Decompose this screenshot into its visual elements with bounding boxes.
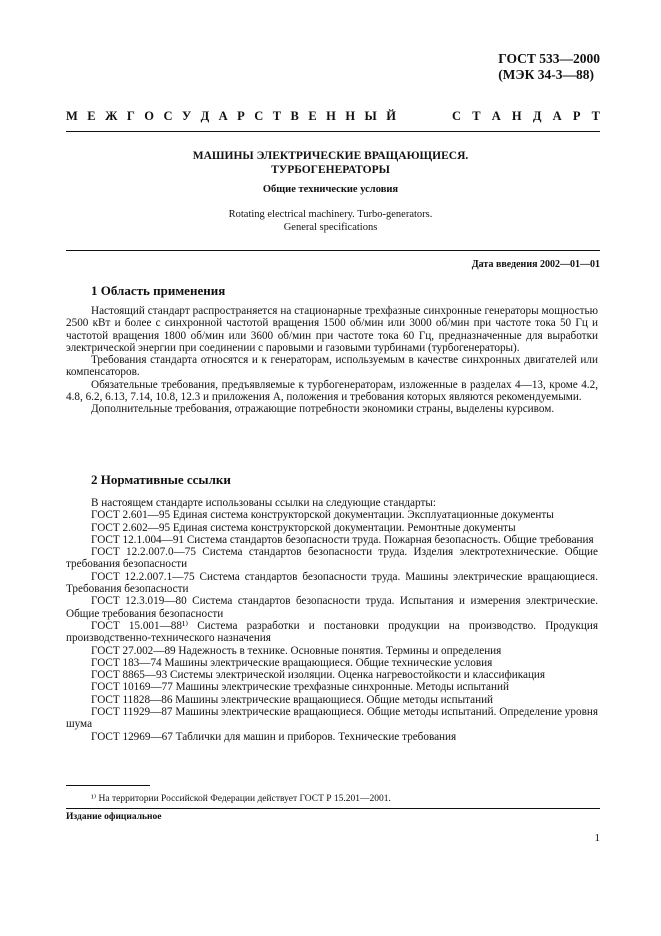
reference-item: ГОСТ 12.2.007.0—75 Система стандартов безопасности труда. Изделия электротехнические. Общие требования безопасности <box>66 546 598 571</box>
gost-number: ГОСТ 533—2000 <box>498 51 600 66</box>
banner-letter: У <box>181 109 192 123</box>
section-2-heading: 2 Нормативные ссылки <box>91 472 231 487</box>
reference-item: ГОСТ 11828—86 Машины электрические вращающиеся. Общие методы испытаний <box>91 693 494 706</box>
banner-rule <box>66 131 600 132</box>
document-number <box>498 51 600 83</box>
banner-letter: Е <box>87 109 96 123</box>
document-subtitle: Общие технические условия <box>262 184 399 195</box>
banner-letter: Ы <box>364 109 377 123</box>
footnote-rule <box>66 785 150 786</box>
reference-item: ГОСТ 8865—93 Системы электрической изоляции. Оценка нагревостойкости и классификация <box>91 669 546 682</box>
reference-item: ГОСТ 11929—87 Машины электрические вращающиеся. Общие методы испытаний. Определение уровня шума <box>66 706 598 731</box>
page-number: 1 <box>594 832 600 844</box>
banner-letter: Р <box>572 109 581 123</box>
document-title <box>0 149 661 177</box>
section-1-paragraph-2: Требования стандарта относятся и к генераторам, используемым в качестве синхронных двигателей или компенсаторов. <box>66 354 598 379</box>
banner-letter: Е <box>308 109 317 123</box>
banner-letter: Н <box>511 109 522 123</box>
english-title <box>0 208 661 234</box>
title-line-1: МАШИНЫ ЭЛЕКТРИЧЕСКИЕ ВРАЩАЮЩИЕСЯ. <box>192 150 469 162</box>
banner-letter: С <box>254 109 264 123</box>
reference-item: ГОСТ 2.601—95 Единая система конструкторской документации. Эксплуатационные документы <box>91 509 554 522</box>
banner-letter: О <box>144 109 155 123</box>
english-title-line-1: Rotating electrical machinery. Turbo-generators. <box>228 209 433 220</box>
title-line-2: ТУРБОГЕНЕРАТОРЫ <box>271 164 390 176</box>
section-1-paragraph-1: Настоящий стандарт распространяется на стационарные трехфазные синхронные генераторы мощностью 2500 кВт и более с синхронной частотой вращения 1500 об/мин или 3000 об/мин при частоте тока 50 Гц и частотой вращения 1800 об/мин или 3600 об/мин при частоте тока 60 Гц, предназначенные для выработки электрической энергии при соединении с паровыми и газовыми турбинами (турбогенераторы). <box>66 305 598 354</box>
banner-word-standard <box>452 109 600 124</box>
section-2-intro: В настоящем стандарте использованы ссылки на следующие стандарты: <box>91 497 436 509</box>
reference-item: ГОСТ 183—74 Машины электрические вращающиеся. Общие технические условия <box>91 656 493 669</box>
banner-letter: С <box>163 109 173 123</box>
banner-letter: Ж <box>105 109 118 123</box>
banner-letter: Т <box>591 109 600 123</box>
section-1-paragraph-4: Дополнительные требования, отражающие потребности экономики страны, выделены курсивом. <box>91 403 555 416</box>
reference-item: ГОСТ 27.002—89 Надежность в технике. Основные понятия. Термины и определения <box>91 644 502 657</box>
reference-item: ГОСТ 12.2.007.1—75 Система стандартов безопасности труда. Машины электрические вращающиеся. Требования безопасности <box>66 570 598 596</box>
banner-letter: Р <box>237 109 245 123</box>
footnote: ¹⁾ На территории Российской Федерации действует ГОСТ Р 15.201—2001. <box>91 794 391 804</box>
banner-letter: Д <box>200 109 210 123</box>
reference-item: ГОСТ 10169—77 Машины электрические трехфазные синхронные. Методы испытаний <box>91 681 509 694</box>
title-rule <box>66 250 600 251</box>
reference-list <box>66 509 598 743</box>
reference-item: ГОСТ 2.602—95 Единая система конструкторской документации. Ремонтные документы <box>91 521 516 534</box>
interstate-standard-banner <box>66 109 600 124</box>
banner-letter: Г <box>126 109 135 123</box>
section-1-heading: 1 Область применения <box>91 283 226 298</box>
banner-letter: Т <box>272 109 282 123</box>
banner-letter: А <box>218 109 228 123</box>
banner-letter: С <box>452 109 462 123</box>
banner-letter: В <box>290 109 299 123</box>
banner-letter: Й <box>386 109 396 123</box>
banner-letter: Т <box>472 109 481 123</box>
section-1-paragraph-3: Обязательные требования, предъявляемые к турбогенераторам, изложенные в разделах 4—13, кроме 4.2, 4.8, 6.2, 6.13, 7.14, 10.8, 12.3 и приложения А, положения и требования которых являются рекомендуемыми. <box>66 378 598 404</box>
banner-letter: А <box>552 109 562 123</box>
banner-letter: М <box>66 109 78 123</box>
introduction-date: Дата введения 2002—01—01 <box>471 259 600 270</box>
official-edition-label: Издание официальное <box>66 812 162 822</box>
banner-letter: Д <box>532 109 542 123</box>
english-title-line-2: General specifications <box>283 222 378 233</box>
official-rule <box>66 808 600 809</box>
banner-word-interstate <box>66 109 396 124</box>
banner-letter: Н <box>345 109 356 123</box>
banner-letter: А <box>491 109 501 123</box>
reference-item: ГОСТ 12.3.019—80 Система стандартов безопасности труда. Испытания и измерения электрические. Общие требования безопасности <box>66 595 598 620</box>
banner-letter: Н <box>326 109 336 123</box>
reference-item: ГОСТ 15.001—88¹⁾ Система разработки и постановки продукции на производство. Продукция производственно-технического назначения <box>66 619 598 645</box>
reference-item: ГОСТ 12.1.004—91 Система стандартов безопасности труда. Пожарная безопасность. Общие требования <box>91 533 594 546</box>
iec-number: (МЭК 34-3—88) <box>498 67 594 82</box>
reference-item: ГОСТ 12969—67 Таблички для машин и приборов. Технические требования <box>91 730 457 743</box>
section-2-body <box>66 497 598 743</box>
section-1-body <box>66 305 598 416</box>
